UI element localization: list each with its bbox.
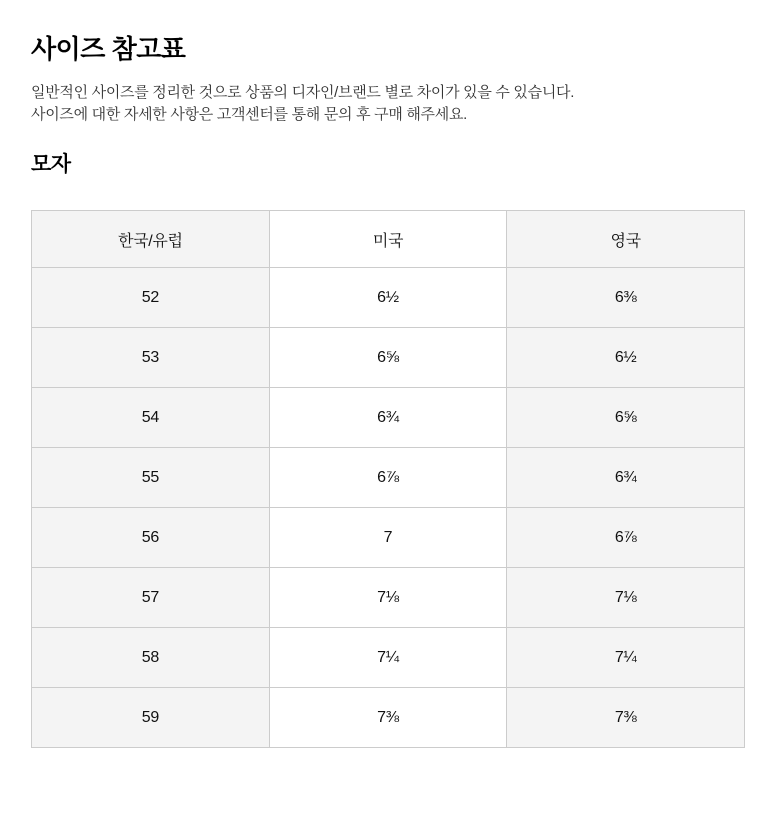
table-cell: 6⅞ [507,508,745,568]
section-title-hat: 모자 [31,153,71,176]
table-cell: 56 [32,508,270,568]
table-row [32,388,745,448]
description-line-1: 일반적인 사이즈를 정리한 것으로 상품의 디자인/브랜드 별로 차이가 있을 수 있습니다. [31,84,575,101]
column-header-uk: 영국 [507,211,745,268]
table-cell: 59 [32,688,270,748]
table-row [32,568,745,628]
table-cell: 7 [269,508,507,568]
table-row [32,628,745,688]
table-cell: 7⅛ [269,568,507,628]
table-row [32,448,745,508]
size-table-header [32,211,745,268]
column-header-korea-europe: 한국/유럽 [32,211,270,268]
table-cell: 7⅛ [507,568,745,628]
table-row [32,268,745,328]
table-cell: 6⅝ [507,388,745,448]
table-cell: 6⅝ [269,328,507,388]
table-cell: 7¼ [507,628,745,688]
table-cell: 58 [32,628,270,688]
column-header-us: 미국 [269,211,507,268]
size-guide-description [31,82,747,126]
table-row [32,688,745,748]
page-title: 사이즈 참고표 [31,34,186,64]
table-cell: 54 [32,388,270,448]
table-cell: 55 [32,448,270,508]
table-cell: 7¼ [269,628,507,688]
table-cell: 52 [32,268,270,328]
header-row [32,211,745,268]
table-cell: 53 [32,328,270,388]
table-cell: 7⅜ [507,688,745,748]
description-line-2: 사이즈에 대한 자세한 사항은 고객센터를 통해 문의 후 구매 해주세요. [31,106,467,123]
table-cell: 57 [32,568,270,628]
table-row [32,508,745,568]
table-cell: 7⅜ [269,688,507,748]
table-cell: 6½ [269,268,507,328]
table-cell: 6⅞ [269,448,507,508]
table-cell: 6¾ [507,448,745,508]
hat-size-table [31,210,745,748]
table-cell: 6⅜ [507,268,745,328]
table-row [32,328,745,388]
table-cell: 6¾ [269,388,507,448]
size-table-body [32,268,745,748]
table-cell: 6½ [507,328,745,388]
